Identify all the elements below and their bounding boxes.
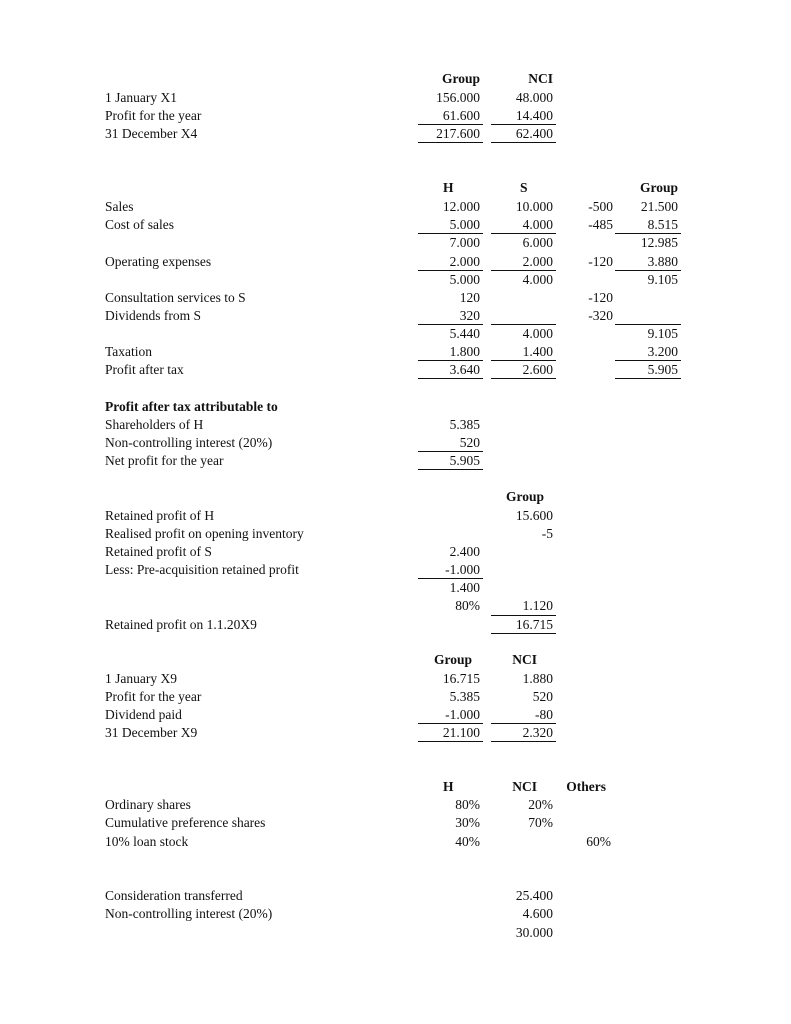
cell-s: 4.000: [522, 217, 553, 232]
cell-h: 120: [459, 290, 480, 305]
col-header-group: Group: [441, 71, 480, 86]
underline: [491, 270, 556, 271]
cell-h: 5.000: [449, 217, 480, 232]
underline: [418, 124, 483, 125]
cell-group: 3.880: [647, 254, 678, 269]
underline: [491, 615, 556, 616]
cell-value: 80%: [455, 598, 480, 613]
cell-h: 5.000: [449, 272, 480, 287]
row-label: 31 December X9: [105, 725, 198, 740]
row-label: Retained profit of S: [105, 544, 212, 559]
row-label: Non-controlling interest (20%): [105, 906, 273, 921]
row-label: 1 January X1: [105, 90, 177, 105]
cell-h: 80%: [455, 797, 480, 812]
underline: [418, 469, 483, 470]
underline: [418, 270, 483, 271]
cell-nci: -80: [535, 707, 553, 722]
col-header-group: Group: [433, 652, 472, 667]
cell-value: 30.000: [515, 925, 553, 940]
cell-h: 12.000: [442, 199, 480, 214]
row-label: Less: Pre-acquisition retained profit: [105, 562, 299, 577]
cell-h: 2.000: [449, 254, 480, 269]
cell-group: -1.000: [445, 707, 480, 722]
cell-group: 12.985: [640, 235, 678, 250]
cell-s: 2.600: [522, 362, 553, 377]
underline: [418, 233, 483, 234]
cell-group: 8.515: [647, 217, 678, 232]
col-header-h: H: [443, 779, 454, 794]
cell-value: 4.600: [522, 906, 553, 921]
row-label: Consultation services to S: [105, 290, 246, 305]
col-header-others: Others: [566, 779, 606, 794]
cell-h: 30%: [455, 815, 480, 830]
underline: [418, 360, 483, 361]
cell-s: 2.000: [522, 254, 553, 269]
cell-nci: 20%: [528, 797, 553, 812]
underline: [615, 233, 681, 234]
row-label: Dividends from S: [105, 308, 201, 323]
cell-group: 15.600: [515, 508, 553, 523]
underline: [491, 324, 556, 325]
cell-group: 16.715: [442, 671, 480, 686]
row-label: Taxation: [105, 344, 153, 359]
cell-group: 5.385: [449, 689, 480, 704]
underline: [418, 378, 483, 379]
row-label: Realised profit on opening inventory: [105, 526, 304, 541]
cell-group: 9.105: [647, 326, 678, 341]
cell-group: 1.120: [522, 598, 553, 613]
row-label: Retained profit on 1.1.20X9: [105, 617, 257, 632]
cell-s: 4.000: [522, 326, 553, 341]
row-label: 31 December X4: [105, 126, 198, 141]
cell-h: 320: [459, 308, 480, 323]
section-title: Profit after tax attributable to: [105, 399, 278, 414]
underline: [491, 378, 556, 379]
cell-value: 1.400: [449, 580, 480, 595]
col-header-group: Group: [639, 180, 678, 195]
cell-adjustment: -500: [588, 199, 613, 214]
cell-h: 3.640: [449, 362, 480, 377]
row-label: 10% loan stock: [105, 834, 189, 849]
cell-value: 520: [459, 435, 480, 450]
cell-h: 1.800: [449, 344, 480, 359]
underline: [491, 633, 556, 634]
cell-value: 25.400: [515, 888, 553, 903]
underline: [615, 324, 681, 325]
cell-nci: 62.400: [515, 126, 553, 141]
row-label: Shareholders of H: [105, 417, 204, 432]
col-header-nci: NCI: [512, 779, 537, 794]
col-header-h: H: [443, 180, 454, 195]
cell-group: 9.105: [647, 272, 678, 287]
cell-group: 16.715: [515, 617, 553, 632]
cell-adjustment: -320: [588, 308, 613, 323]
underline: [491, 741, 556, 742]
cell-adjustment: -120: [588, 254, 613, 269]
underline: [418, 723, 483, 724]
cell-value: 5.385: [449, 417, 480, 432]
cell-h: 40%: [455, 834, 480, 849]
cell-group: 217.600: [436, 126, 480, 141]
cell-value: 2.400: [449, 544, 480, 559]
row-label: Retained profit of H: [105, 508, 215, 523]
underline: [491, 360, 556, 361]
cell-nci: 48.000: [515, 90, 553, 105]
row-label: Operating expenses: [105, 254, 212, 269]
row-label: Profit for the year: [105, 689, 202, 704]
cell-value: -1.000: [445, 562, 480, 577]
row-label: Ordinary shares: [105, 797, 191, 812]
underline: [491, 723, 556, 724]
cell-group: -5: [541, 526, 553, 541]
row-label: Profit for the year: [105, 108, 202, 123]
cell-s: 4.000: [522, 272, 553, 287]
cell-nci: 2.320: [522, 725, 553, 740]
cell-group: 21.100: [442, 725, 480, 740]
cell-s: 1.400: [522, 344, 553, 359]
cell-h: 5.440: [449, 326, 480, 341]
cell-group: 61.600: [442, 108, 480, 123]
cell-adjustment: -485: [588, 217, 613, 232]
underline: [491, 142, 556, 143]
cell-group: 5.905: [647, 362, 678, 377]
col-header-nci: NCI: [528, 71, 553, 86]
row-label: 1 January X9: [105, 671, 177, 686]
underline: [615, 360, 681, 361]
row-label: Cumulative preference shares: [105, 815, 266, 830]
cell-value: 5.905: [449, 453, 480, 468]
col-header-s: S: [520, 180, 528, 195]
cell-nci: 1.880: [522, 671, 553, 686]
col-header-nci: NCI: [512, 652, 537, 667]
row-label: Net profit for the year: [105, 453, 224, 468]
underline: [418, 741, 483, 742]
underline: [615, 378, 681, 379]
cell-others: 60%: [586, 834, 611, 849]
row-label: Sales: [105, 199, 134, 214]
cell-s: 6.000: [522, 235, 553, 250]
underline: [491, 233, 556, 234]
cell-group: 3.200: [647, 344, 678, 359]
cell-s: 10.000: [515, 199, 553, 214]
underline: [418, 142, 483, 143]
row-label: Profit after tax: [105, 362, 184, 377]
underline: [418, 451, 483, 452]
row-label: Consideration transferred: [105, 888, 243, 903]
col-header-group: Group: [505, 489, 544, 504]
cell-nci: 70%: [528, 815, 553, 830]
underline: [418, 578, 483, 579]
cell-group: 21.500: [640, 199, 678, 214]
cell-adjustment: -120: [588, 290, 613, 305]
row-label: Dividend paid: [105, 707, 182, 722]
cell-h: 7.000: [449, 235, 480, 250]
row-label: Non-controlling interest (20%): [105, 435, 273, 450]
cell-group: 156.000: [436, 90, 480, 105]
underline: [491, 124, 556, 125]
underline: [418, 324, 483, 325]
cell-nci: 14.400: [515, 108, 553, 123]
row-label: Cost of sales: [105, 217, 174, 232]
cell-nci: 520: [532, 689, 553, 704]
underline: [615, 270, 681, 271]
